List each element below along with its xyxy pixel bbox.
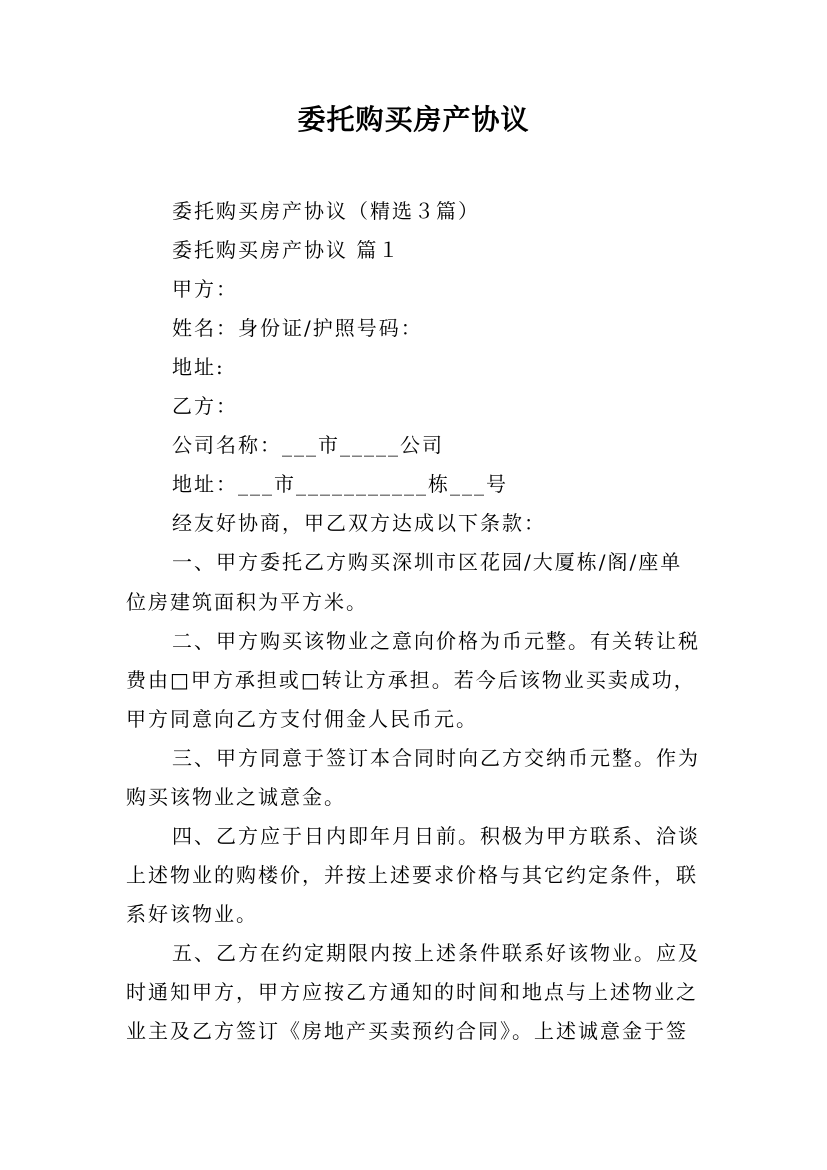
party-b-address-field: 地址：___市___________栋___号 (172, 472, 508, 496)
clause-5-line-2: 时通知甲方，甲方应按乙方通知的时间和地点与上述物业之 (126, 980, 698, 1004)
clause-1-line-1: 一、甲方委托乙方购买深圳市区花园/大厦栋/阁/座单 (172, 550, 683, 574)
clause-2-line-2: 费由□甲方承担或□转让方承担。若今后该物业买卖成功， (126, 668, 696, 692)
clause-4-line-1: 四、乙方应于日内即年月日前。积极为甲方联系、洽谈 (172, 824, 700, 848)
clause-4-line-2: 上述物业的购楼价，并按上述要求价格与其它约定条件，联 (126, 863, 698, 887)
clause-2-line-3: 甲方同意向乙方支付佣金人民币元。 (126, 707, 478, 731)
preamble-line: 经友好协商，甲乙双方达成以下条款： (172, 511, 546, 535)
party-b-company-field: 公司名称：___市_____公司 (172, 433, 444, 457)
document-title: 委托购买房产协议 (297, 103, 530, 136)
section-heading: 委托购买房产协议 篇１ (172, 238, 401, 262)
clause-3-line-1: 三、甲方同意于签订本合同时向乙方交纳币元整。作为 (172, 746, 700, 770)
subtitle-line: 委托购买房产协议（精选３篇） (172, 199, 480, 223)
party-a-name-field: 姓名：身份证/护照号码： (172, 316, 423, 340)
party-b-label: 乙方： (172, 394, 238, 418)
clause-2-line-1: 二、甲方购买该物业之意向价格为币元整。有关转让税 (172, 629, 700, 653)
party-a-address-field: 地址: (172, 355, 225, 379)
clause-3-line-2: 购买该物业之诚意金。 (126, 785, 346, 809)
clause-5-line-3: 业主及乙方签订《房地产买卖预约合同》。上述诚意金于签 (126, 1019, 688, 1043)
party-a-label: 甲方： (172, 277, 238, 301)
clause-1-line-2: 位房建筑面积为平方米。 (126, 590, 368, 614)
clause-4-line-3: 系好该物业。 (126, 902, 258, 926)
clause-5-line-1: 五、乙方在约定期限内按上述条件联系好该物业。应及 (172, 941, 700, 965)
